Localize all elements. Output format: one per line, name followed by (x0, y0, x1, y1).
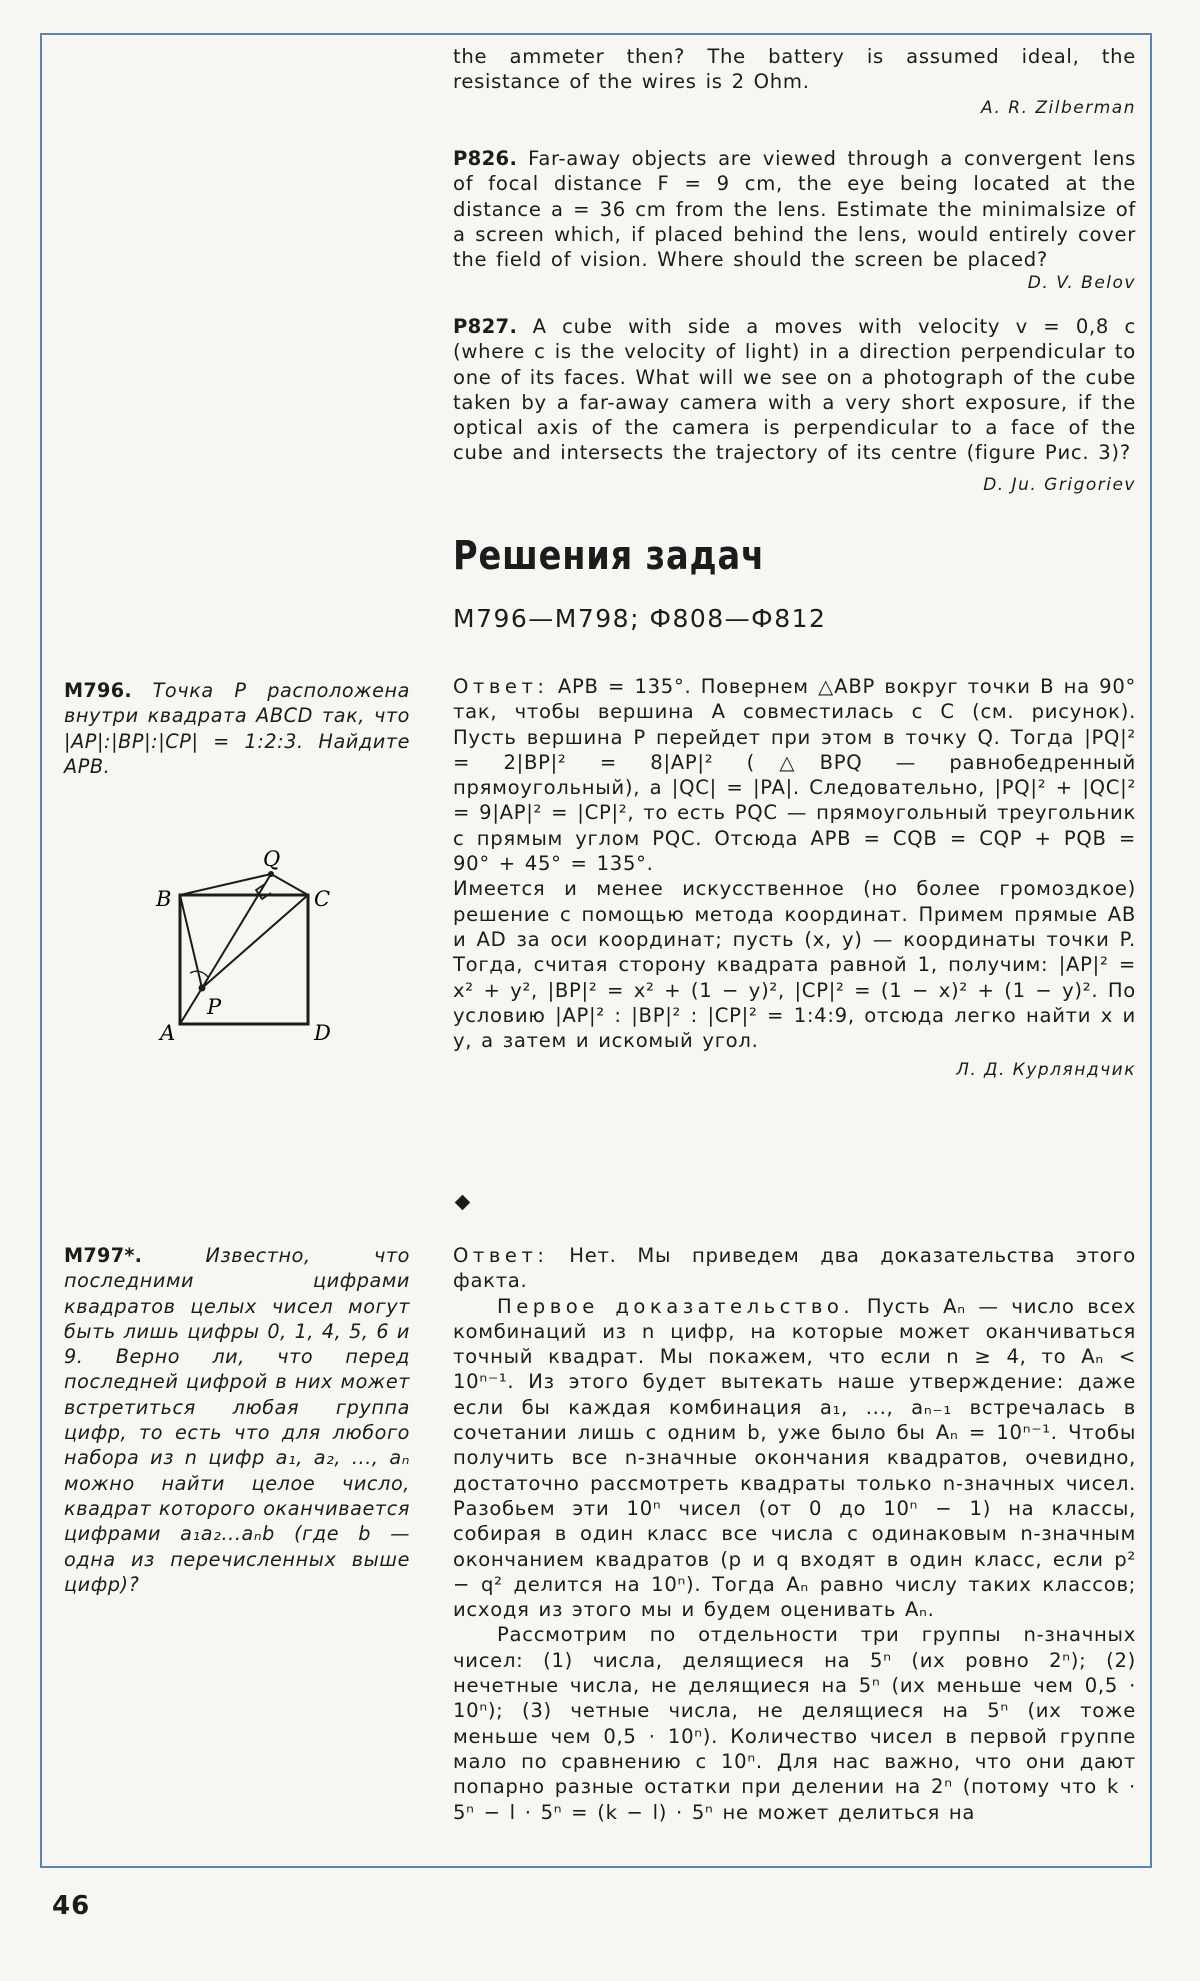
segment-pc (202, 895, 308, 988)
answer-label: Ответ: (453, 1244, 549, 1267)
problem-label: P827. (453, 315, 518, 338)
label-c: C (314, 887, 331, 911)
segment-qc (271, 874, 308, 895)
problem-label: М796. (64, 679, 132, 702)
problem-author: D. Ju. Grigoriev (983, 474, 1136, 495)
section-title: Решения задач (453, 533, 765, 579)
continuation-author: A. R. Zilberman (981, 97, 1136, 118)
square-abcd (180, 895, 308, 1024)
label-b: B (156, 887, 172, 911)
segment-bp (180, 895, 202, 988)
segment-ap (180, 988, 202, 1024)
m796-solution (453, 674, 1136, 1083)
m797-solution (453, 1243, 1136, 1825)
page-number: 46 (52, 1891, 91, 1921)
point-q (268, 871, 274, 877)
solution-paragraph: Имеется и менее искусственное (но более громоздкое) решение с помощью метода координат. Примем прямые AB и AD за оси координат; пусть (x, y) — координаты точки P. Тогда, считая сторону квадрата равной 1, получим: |AP|² = x² + y², |BP|² = x² + (1 − y)², |CP|² = (1 − x)² + (1 − y)². По условию |AP|² : |BP|² : |CP|² = 1:4:9, отсюда легко найти x и y, а затем и искомый угол. (453, 877, 1136, 1053)
problem-label: М797*. (64, 1244, 143, 1267)
section-subheading (453, 604, 1136, 633)
problem-statement: Точка P расположена внутри квадрата ABCD так, что |AP|:|BP|:|CP| = 1:2:3. Найдите APB. (64, 679, 411, 778)
problem-p827 (453, 314, 1136, 498)
segment-pq (202, 874, 271, 988)
problem-p826 (453, 146, 1136, 296)
problem-text: A cube with side a moves with velocity v = 0,8 c (where c is the velocity of light) in a direction perpendicular to one of its faces. What will we see on a photograph of the cube taken by a far-away camera with a very short exposure, if the optical axis of the camera is perpendicular to a face of the cube and intersects the trajectory of its centre (figure Рис. 3)? (453, 315, 1136, 465)
problem-author: D. V. Belov (1027, 273, 1136, 294)
m796-figure (150, 840, 340, 1040)
label-a: A (160, 1021, 176, 1040)
answer-text: APB = 135°. Повернем △ABP вокруг точки B на 90° так, чтобы вершина A совместилась с C (см. рисунок). Пусть вершина P перейдет при этом в точку Q. Тогда |PQ|² = 2|BP|² = 8|AP|² (△BPQ — равнобедренный прямоугольный), а |QC| = |PA|. Следовательно, |PQ|² + |QC|² = 9|AP|² = |CP|², то есть PQC — прямоугольный треугольник с прямым углом PQC. Отсюда APB = CQB = CQP + PQB = 90° + 45° = 135°. (453, 675, 1137, 876)
proof-label: Первое доказательство. (497, 1294, 855, 1318)
solution-author: Л. Д. Курляндчик (956, 1060, 1136, 1081)
proof-text-continued: Рассмотрим по отдельности три группы n-значных чисел: (1) числа, делящиеся на 5ⁿ (их ровно 2ⁿ); (2) нечетные числа, не делящиеся на 5ⁿ (их меньше чем 0,5 · 10ⁿ); (3) четные числа, не делящиеся на 5ⁿ (их тоже меньше чем 0,5 · 10ⁿ). Количество чисел в первой группе мало по сравнению с 10ⁿ. Для нас важно, что они дают попарно разные остатки при делении на 2ⁿ (потому что k · 5ⁿ − l · 5ⁿ = (k − l) · 5ⁿ не может делиться на (453, 1623, 1136, 1824)
m796-statement (64, 678, 410, 779)
continuation-text: the ammeter then? The battery is assumed ideal, the resistance of the wires is 2 Ohm. (453, 45, 1136, 94)
proof-text: Пусть Aₙ — число всех комбинаций из n цифр, на которые может оканчиваться точный квадрат. Мы покажем, что если n ≥ 4, то Aₙ < 10ⁿ⁻¹. Из этого будет вытекать наше утверждение: даже если бы каждая комбинация a₁, ..., aₙ₋₁ встречалась в сочетании лишь с одним b, уже было бы Aₙ = 10ⁿ⁻¹. Чтобы получить все n-значные окончания квадратов, очевидно, достаточно рассмотреть квадраты только n-значных чисел. Разобьем эти 10ⁿ чисел (от 0 до 10ⁿ − 1) на классы, собирая в один класс все числа с одинаковым n-значным окончанием квадратов (p и q входят в один класс, если p² − q² делится на 10ⁿ). Тогда Aₙ равно числу таких классов; исходя из этого мы и будем оценивать Aₙ. (453, 1294, 1137, 1622)
answer-text: Нет. Мы приведем два доказательства этого факта. (453, 1244, 1136, 1293)
point-p (199, 985, 206, 992)
label-d: D (314, 1021, 331, 1040)
problem-label: P826. (453, 147, 518, 170)
problem-text: Far-away objects are viewed through a convergent lens of focal distance F = 9 cm, the eye being located at the distance a = 36 cm from the lens. Estimate the minimalsize of a screen which, if placed behind the lens, would entirely cover the field of vision. Where should the screen be placed? (453, 147, 1136, 272)
section-heading (453, 533, 1136, 579)
label-q: Q (263, 847, 281, 871)
answer-label: Ответ: (453, 675, 549, 698)
m797-statement (64, 1243, 410, 1597)
section-subtitle: М796—М798; Ф808—Ф812 (453, 604, 827, 633)
problem-statement: Известно, что последними цифрами квадратов целых чисел могут быть лишь цифры 0, 1, 4, 5, 6 и 9. Верно ли, что перед последней цифрой в них может встретиться любая группа цифр, то есть что для любого набора из n цифр a₁, a₂, ..., aₙ можно найти целое число, квадрат которого оканчивается цифрами a₁a₂...aₙb (где b — одна из перечисленных выше цифр)? (64, 1244, 411, 1596)
label-p: P (207, 995, 222, 1019)
continuation (453, 44, 1136, 121)
